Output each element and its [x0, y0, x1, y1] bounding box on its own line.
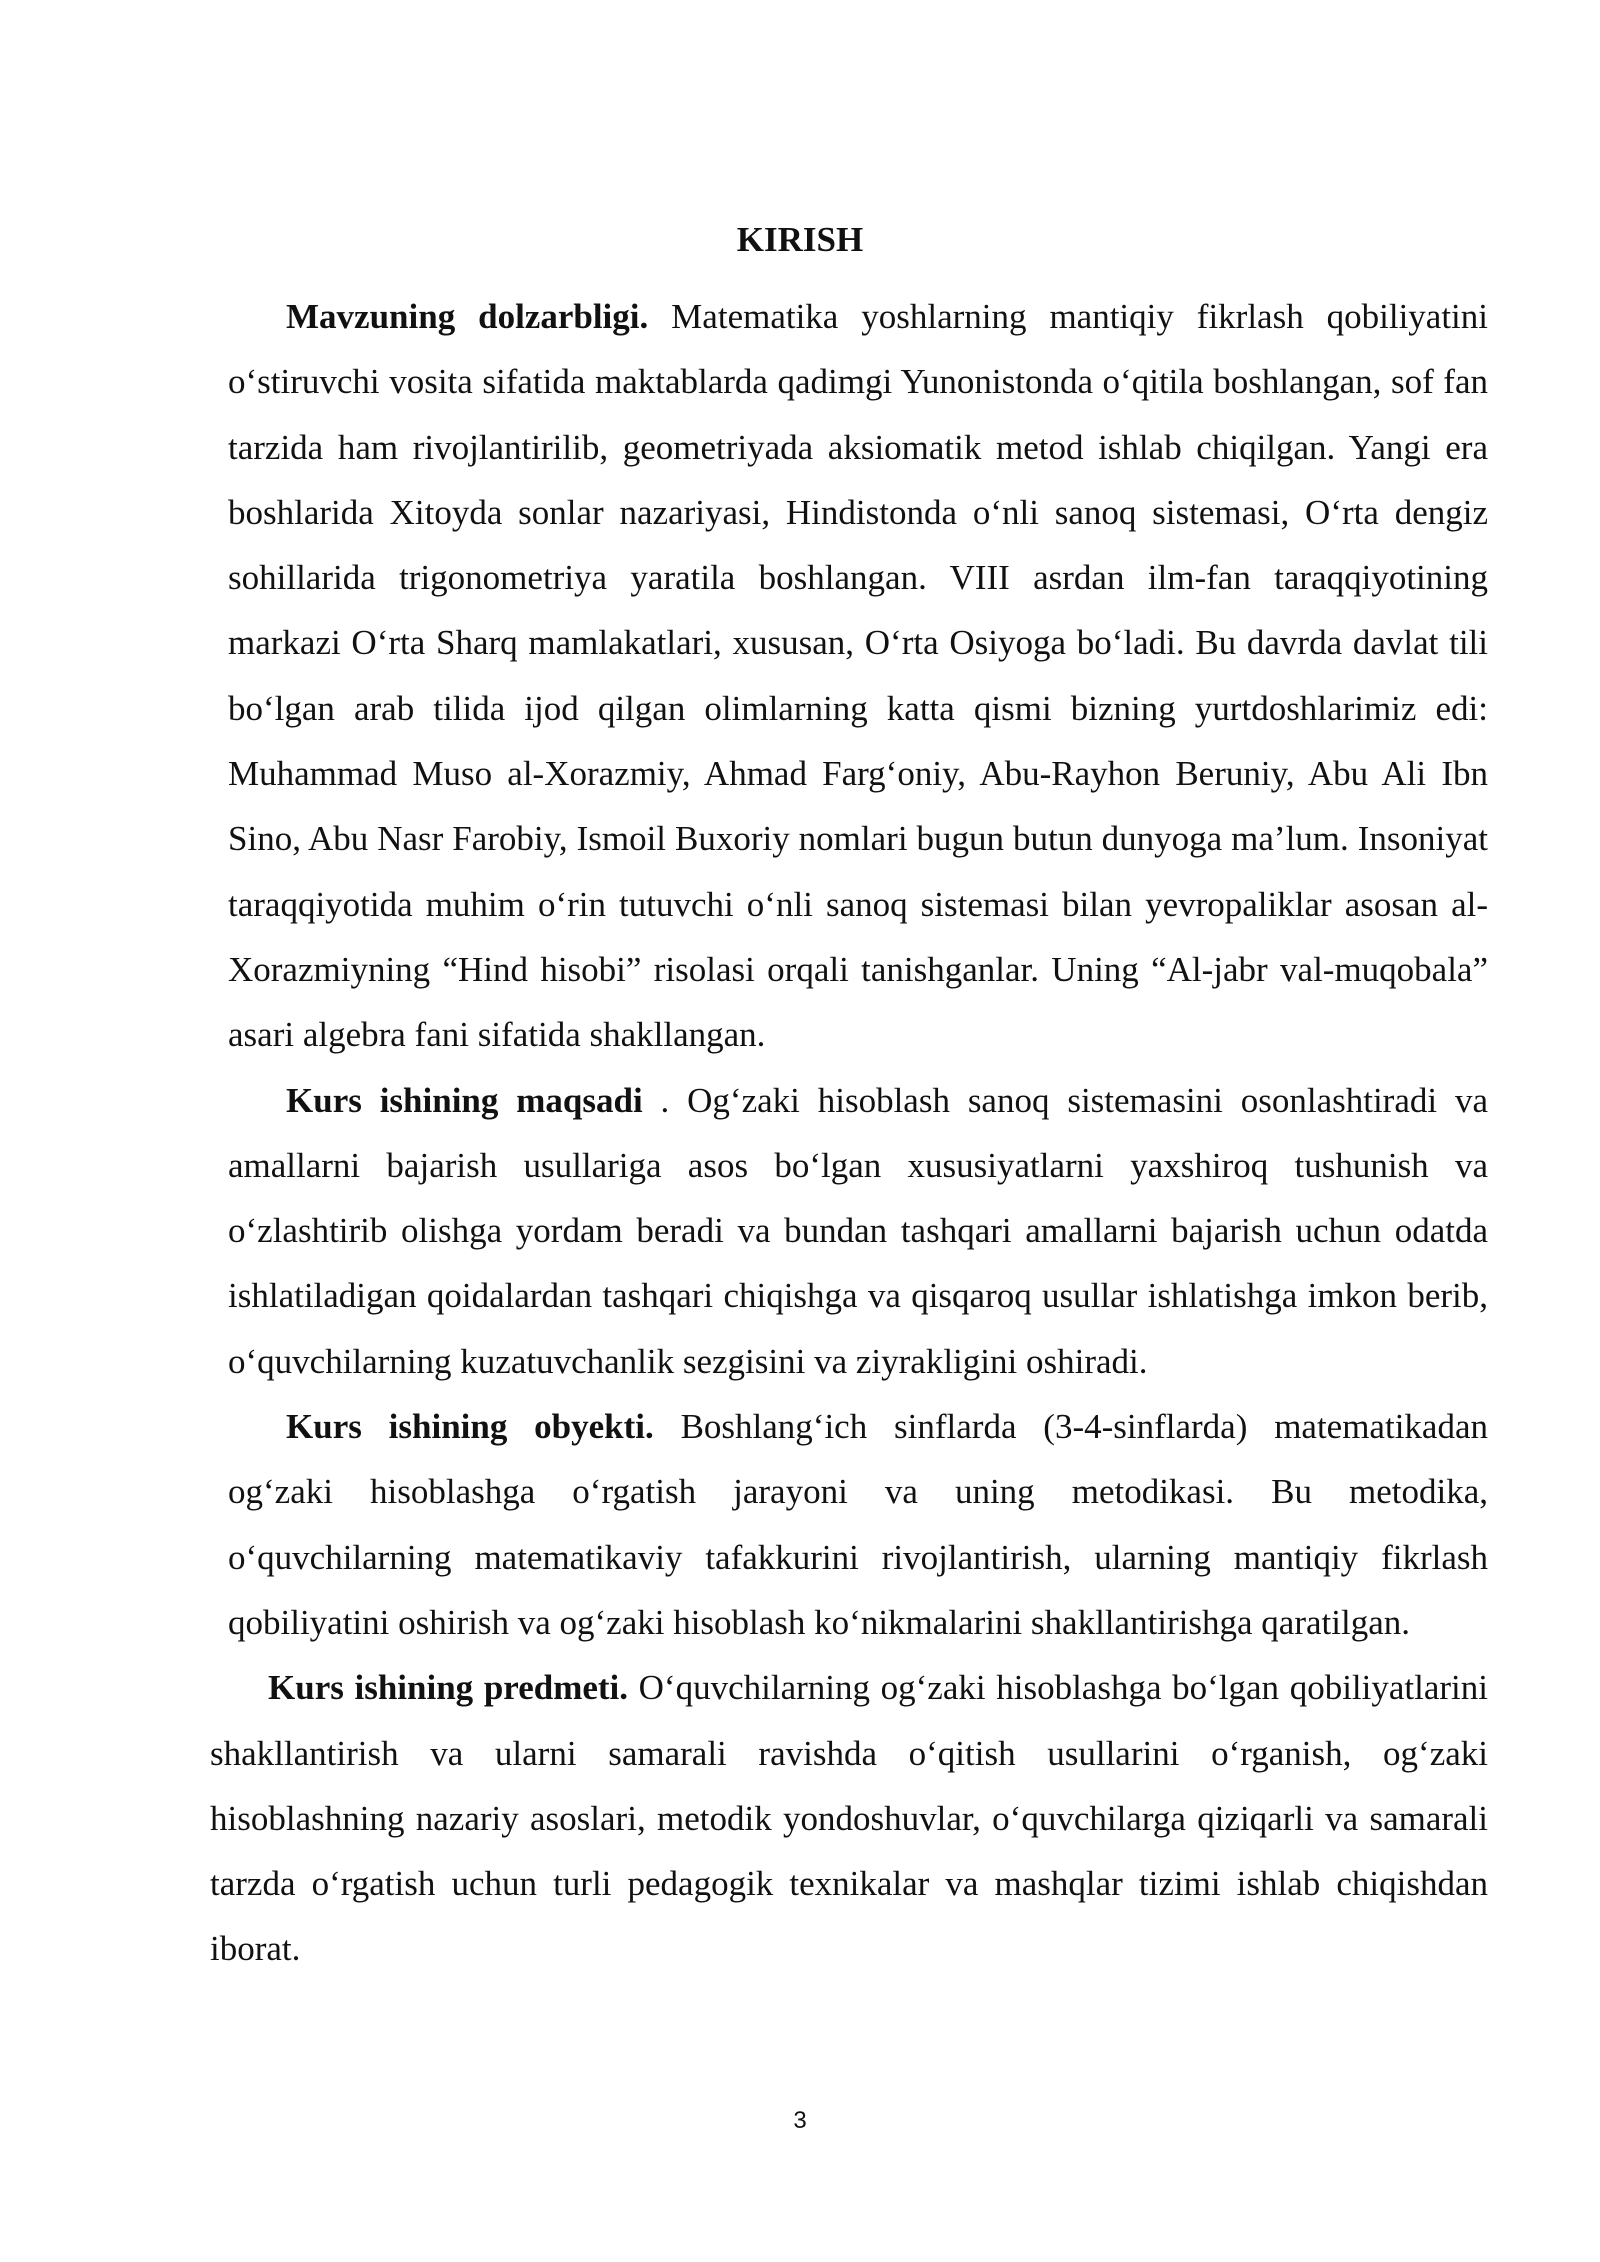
page-number: 3	[793, 2107, 807, 2134]
section-lead-goal: Kurs ishining maqsadi	[286, 1080, 643, 1120]
document-body	[210, 284, 1489, 1982]
section-lead-relevance: Mavzuning dolzarbligi.	[286, 297, 649, 336]
section-text-relevance: Matematika yoshlarning mantiqiy fikrlash qobiliyatini o‘stiruvchi vosita sifatida maktablarda qadimgi Yunonistonda o‘qitila boshlangan, sof fan tarzida ham rivojlantirilib, geometriyada aksiomatik metod ishlab chiqilgan. Yangi era boshlarida Xitoyda sonlar nazariyasi, Hindistonda o‘nli sanoq sistemasi, O‘rta dengiz sohillarida trigonometriya yaratila boshlangan. VIII asrdan ilm-fan taraqqiyotining markazi O‘rta Sharq mamlakatlari, xususan, O‘rta Osiyoga bo‘ladi. Bu davrda davlat tili bo‘lgan arab tilida ijod qilgan olimlarning katta qismi bizning yurtdoshlarimiz edi: Muhammad Muso al-Xorazmiy, Ahmad Farg‘oniy, Abu-Rayhon Beruniy, Abu Ali Ibn Sino, Abu Nasr Farobiy, Ismoil Buxoriy nomlari bugun butun dunyoga ma’lum. Insoniyat taraqqiyotida muhim o‘rin tutuvchi o‘nli sanoq sistemasi bilan yevropaliklar asosan al-Xorazmiyning “Hind hisobi” risolasi orqali tanishganlar. Uning “Al-jabr val-muqobala” asari algebra fani sifatida shakllangan.	[228, 297, 1489, 1055]
section-lead-subject: Kurs ishining predmeti.	[268, 1668, 629, 1708]
document-title: KIRISH	[736, 220, 864, 259]
section-text-goal: . Og‘zaki hisoblash sanoq sistemasini osonlashtiradi va amallarni bajarish usullariga asos bo‘lgan xususiyatlarni yaxshiroq tushunish va o‘zlashtirib olishga yordam beradi va bundan tashqari amallarni bajarish uchun odatda ishlatiladigan qoidalardan tashqari chiqishga va qisqaroq usullar ishlatishga imkon berib, o‘quvchilarning kuzatuvchanlik sezgisini va ziyrakligini oshiradi.	[228, 1080, 1488, 1381]
section-subject	[210, 1655, 1488, 1981]
section-goal	[228, 1068, 1488, 1394]
section-relevance	[228, 284, 1488, 1068]
section-lead-object: Kurs ishining obyekti.	[286, 1407, 654, 1447]
section-text-object: Boshlang‘ich sinflarda (3-4-sinflarda) matematikadan og‘zaki hisoblashga o‘rgatish jarayoni va uning metodikasi. Bu metodika, o‘quvchilarning matematikaviy tafakkurini rivojlantirish, ularning mantiqiy fikrlash qobiliyatini oshirish va og‘zaki hisoblash ko‘nikmalarini shakllantirishga qaratilgan.	[228, 1407, 1488, 1642]
section-object	[228, 1394, 1488, 1655]
section-text-subject: O‘quvchilarning og‘zaki hisoblashga bo‘lgan qobiliyatlarini shakllantirish va ularni samarali ravishda o‘qitish usullarini o‘rganish, og‘zaki hisoblashning nazariy asoslari, metodik yondoshuvlar, o‘quvchilarga qiziqarli va samarali tarzda o‘rgatish uchun turli pedagogik texnikalar va mashqlar tizimi ishlab chiqishdan iborat.	[210, 1668, 1488, 1969]
